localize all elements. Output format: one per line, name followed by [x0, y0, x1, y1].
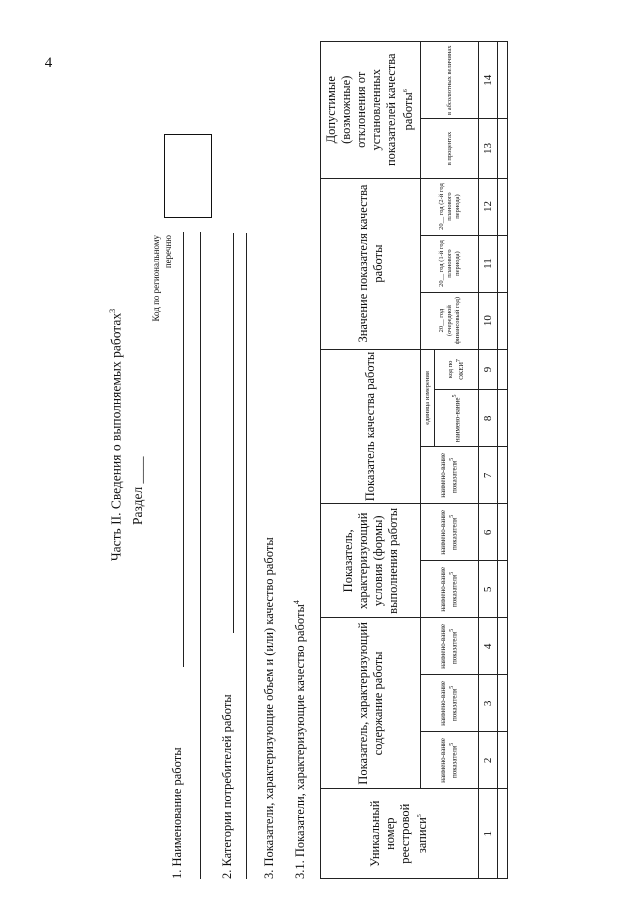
consumers-line-2	[246, 233, 247, 879]
quality-text: 3.1. Показатели, характеризующие качество работы	[293, 604, 308, 879]
indicator-name-4: наимено-вание показателя$^5$	[421, 618, 479, 675]
empty-row	[498, 42, 508, 879]
header-content: Показатель, характеризующий содержание работы	[321, 618, 421, 789]
unit-header: единица измерения	[421, 349, 435, 447]
year-3: 20__ год (2-й год планового периода)	[421, 178, 479, 235]
indicator-name-2: наимено-вание показателя$^5$	[421, 732, 479, 789]
header-deviation: Допустимые (возможные) отклонения от установленных показателей качества работы$^6$	[321, 42, 421, 179]
work-name-label: 1. Наименование работы	[170, 747, 184, 879]
unit-name: наимено-вание$^5$	[435, 390, 479, 447]
consumers-line	[233, 233, 234, 633]
quality-table	[320, 41, 508, 879]
work-name-line-2	[200, 232, 201, 879]
col-num-8: 8	[479, 390, 498, 447]
col-num-2: 2	[479, 732, 498, 789]
code-label: Код по региональному перечню	[151, 235, 173, 322]
work-name-line	[183, 232, 184, 667]
code-box	[164, 134, 212, 218]
col-num-7: 7	[479, 447, 498, 504]
section-label: Раздел ____	[130, 456, 145, 525]
page-title	[108, 245, 125, 625]
col-num-11: 11	[479, 235, 498, 292]
header-conditions: Показатель, характеризующий условия (формы) выполнения работы	[321, 504, 421, 618]
title-text: Часть II. Сведения о выполняемых работах	[108, 312, 124, 562]
col-num-13: 13	[479, 119, 498, 178]
page-number: 4	[44, 54, 53, 71]
indicator-name-5: наимено-вание показателя$^5$	[421, 561, 479, 618]
year-1: 20__ год (очередной финансовый год)	[421, 292, 479, 349]
unit-okei: код по ОКЕИ$^7$	[435, 349, 479, 390]
col-num-12: 12	[479, 178, 498, 235]
indicator-name-7: наимено-вание показателя$^5$	[421, 447, 479, 504]
col-num-5: 5	[479, 561, 498, 618]
col-num-10: 10	[479, 292, 498, 349]
deviation-absolute: в абсолютных величинах	[421, 42, 479, 119]
col-num-6: 6	[479, 504, 498, 561]
col-num-4: 4	[479, 618, 498, 675]
col-num-9: 9	[479, 349, 498, 390]
indicator-name-3: наимено-вание показателя$^5$	[421, 675, 479, 732]
col-num-1: 1	[479, 789, 498, 879]
consumers-label: 2. Категории потребителей работы	[220, 694, 234, 879]
quality-label	[292, 600, 308, 879]
year-2: 20__ год (1-й год планового периода)	[421, 235, 479, 292]
header-unique-number: Уникальный номер реестровой записи$^5$	[321, 789, 479, 879]
col-num-14: 14	[479, 42, 498, 119]
indicators-label: 3. Показатели, характеризующие объем и (или) качество работы	[262, 537, 276, 879]
header-quality: Показатель качества работы	[321, 349, 421, 504]
header-values: Значение показателя качества работы	[321, 178, 421, 349]
col-num-3: 3	[479, 675, 498, 732]
deviation-percent: в процентах	[421, 119, 479, 178]
title-footnote: 3	[108, 308, 117, 313]
quality-footnote: 4	[292, 600, 301, 605]
indicator-name-6: наимено-вание показателя$^5$	[421, 504, 479, 561]
column-numbers-row	[479, 42, 498, 879]
